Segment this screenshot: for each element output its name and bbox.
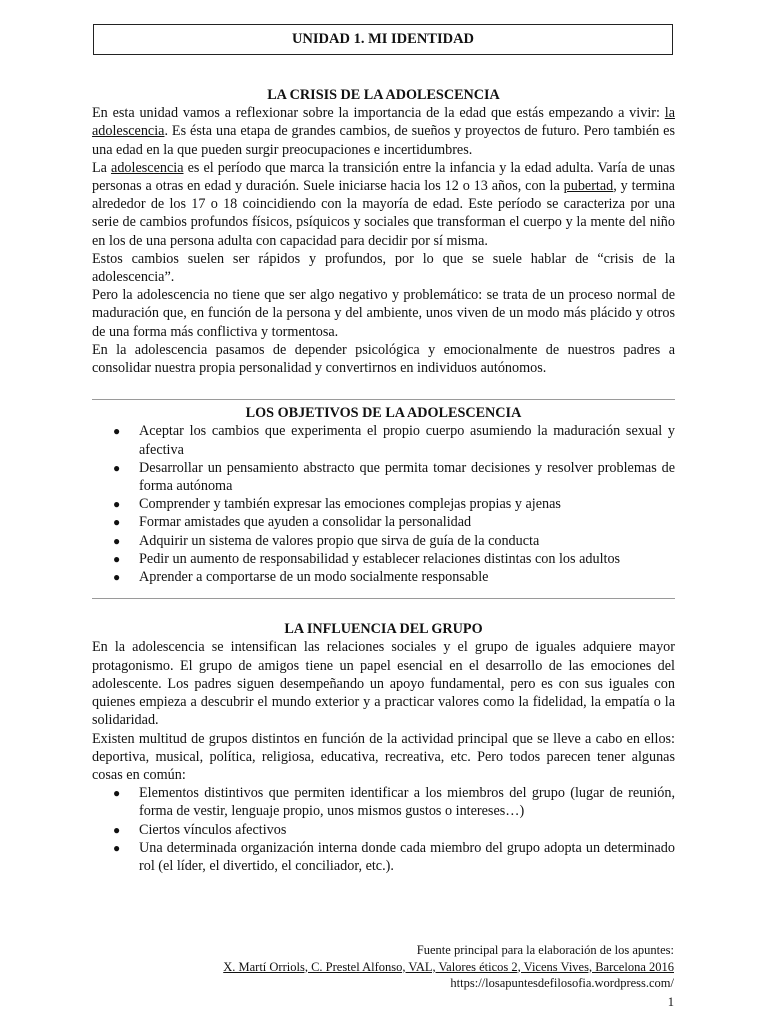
bullet-icon: ● — [113, 460, 121, 475]
crisis-paragraph-1 — [92, 104, 675, 159]
crisis-paragraph-2 — [92, 159, 675, 250]
list-item-text: Aceptar los cambios que experimenta el propio cuerpo asumiendo la maduración sexual y afectiva — [139, 423, 675, 458]
list-item-text: Formar amistades que ayuden a consolidar la personalidad — [139, 514, 472, 531]
list-item — [92, 550, 675, 568]
crisis-paragraph-4: Pero la adolescencia no tiene que ser algo negativo y problemático: se trata de un proceso normal de maduración que, en función de la persona y del ambiente, unos viven de un modo más plácido y otros de una forma más conflictiva y tormentosa. — [92, 287, 675, 340]
list-item-text: Comprender y también expresar las emociones complejas propias y ajenas — [139, 496, 561, 513]
list-item — [92, 513, 675, 531]
list-item-text: Adquirir un sistema de valores propio que sirva de guía de la conducta — [139, 532, 540, 549]
underlined-term: pubertad — [563, 178, 614, 195]
list-item-text: Aprender a comportarse de un modo socialmente responsable — [139, 569, 489, 586]
list-item-text: Ciertos vínculos afectivos — [139, 821, 287, 838]
section-title-objetivos: LOS OBJETIVOS DE LA ADOLESCENCIA — [245, 405, 522, 422]
objetivos-list — [92, 422, 675, 586]
footer-line-1: Fuente principal para la elaboración de los apuntes: — [416, 943, 674, 957]
list-item-text: Pedir un aumento de responsabilidad y establecer relaciones distintas con los adultos — [139, 550, 621, 567]
bullet-icon: ● — [113, 786, 121, 801]
text-run: es el período que marca la transición entre la infancia y la edad adulta. Varía de unas personas a otras en edad y duración. Suele iniciarse hacia los 12 o 13 años, con la — [92, 159, 675, 195]
unit-title-box — [93, 24, 673, 55]
text-run: En esta unidad vamos a reflexionar sobre la importancia de la edad que estás empezando a vivir: — [92, 105, 665, 122]
list-item — [92, 495, 675, 513]
list-item-text: Una determinada organización interna donde cada miembro del grupo adopta un determinado rol (el líder, el divertido, el conciliador, etc.). — [139, 839, 675, 874]
grupo-list — [92, 784, 675, 875]
crisis-paragraph-3: Estos cambios suelen ser rápidos y profundos, por lo que se suele hablar de “crisis de la adolescencia”. — [92, 250, 675, 286]
underlined-term: adolescencia — [111, 159, 184, 176]
text-run: . Es ésta una etapa de grandes cambios, de sueños y proyectos de futuro. Pero también es una edad en la que pueden surgir preocupaciones e incertidumbres. — [92, 123, 675, 158]
grupo-paragraph-2: Existen multitud de grupos distintos en función de la actividad principal que se lleve a cabo en ellos: deportiva, musical, política, religiosa, educativa, recreativa, etc. Pero todos parecen tener algunas cosas en común: — [92, 730, 675, 783]
grupo-paragraph-1: En la adolescencia se intensifican las relaciones sociales y el grupo de iguales adquiere mayor protagonismo. El grupo de amigos tiene un papel esencial en el desarrollo de las emociones del adolescente. Los padres siguen desempeñando un apoyo fundamental, pero es con sus iguales con quienes empieza a descubrir el mundo exterior y a practicar valores como la fidelidad, la empatía o la solidaridad. — [92, 639, 675, 729]
page-number: 1 — [667, 995, 674, 1009]
bullet-icon: ● — [113, 840, 121, 855]
bullet-icon: ● — [113, 551, 121, 566]
list-item-text: Desarrollar un pensamiento abstracto que permita tomar decisiones y resolver problemas de forma autónoma — [139, 459, 675, 495]
bullet-icon: ● — [113, 497, 121, 512]
bullet-icon: ● — [113, 533, 121, 548]
list-item — [92, 784, 675, 820]
bullet-icon: ● — [113, 822, 121, 837]
list-item-text: Elementos distintivos que permiten identificar a los miembros del grupo (lugar de reunión, forma de vestir, lenguaje propio, unos mismos gustos o intereses…) — [139, 785, 675, 820]
footer-source — [223, 942, 674, 992]
underlined-term: la adolescencia — [92, 105, 675, 140]
list-item — [92, 532, 675, 550]
footer-url[interactable]: https://losapuntesdefilosofia.wordpress.com/ — [450, 976, 674, 990]
bullet-icon: ● — [113, 570, 121, 585]
document-body — [92, 86, 675, 875]
text-run: La — [92, 159, 112, 176]
list-item — [92, 839, 675, 875]
section-title-crisis: LA CRISIS DE LA ADOLESCENCIA — [267, 87, 500, 103]
list-item — [92, 568, 675, 586]
crisis-paragraph-5: En la adolescencia pasamos de depender psicológica y emocionalmente de nuestros padres a consolidar nuestra propia personalidad y convertirnos en individuos autónomos. — [92, 341, 675, 377]
list-item — [92, 821, 675, 839]
section-title-grupo: LA INFLUENCIA DEL GRUPO — [284, 621, 483, 638]
list-item — [92, 459, 675, 495]
bullet-icon: ● — [113, 515, 121, 530]
bullet-icon: ● — [113, 424, 121, 439]
unit-title: UNIDAD 1. MI IDENTIDAD — [291, 31, 475, 48]
list-item — [92, 422, 675, 458]
text-run: , y termina alrededor de los 17 o 18 coincidiendo con la mayoría de edad. Este período se caracteriza por una serie de cambios profundos físicos, psíquicos y sociales que transforman el cuerpo y la mente del niño en los de una persona adulta con capacidad para decidir por sí misma. — [92, 178, 675, 249]
footer-line-2: X. Martí Orriols, C. Prestel Alfonso, VAL, Valores éticos 2, Vicens Vives, Barcelona 2016 — [223, 959, 674, 974]
